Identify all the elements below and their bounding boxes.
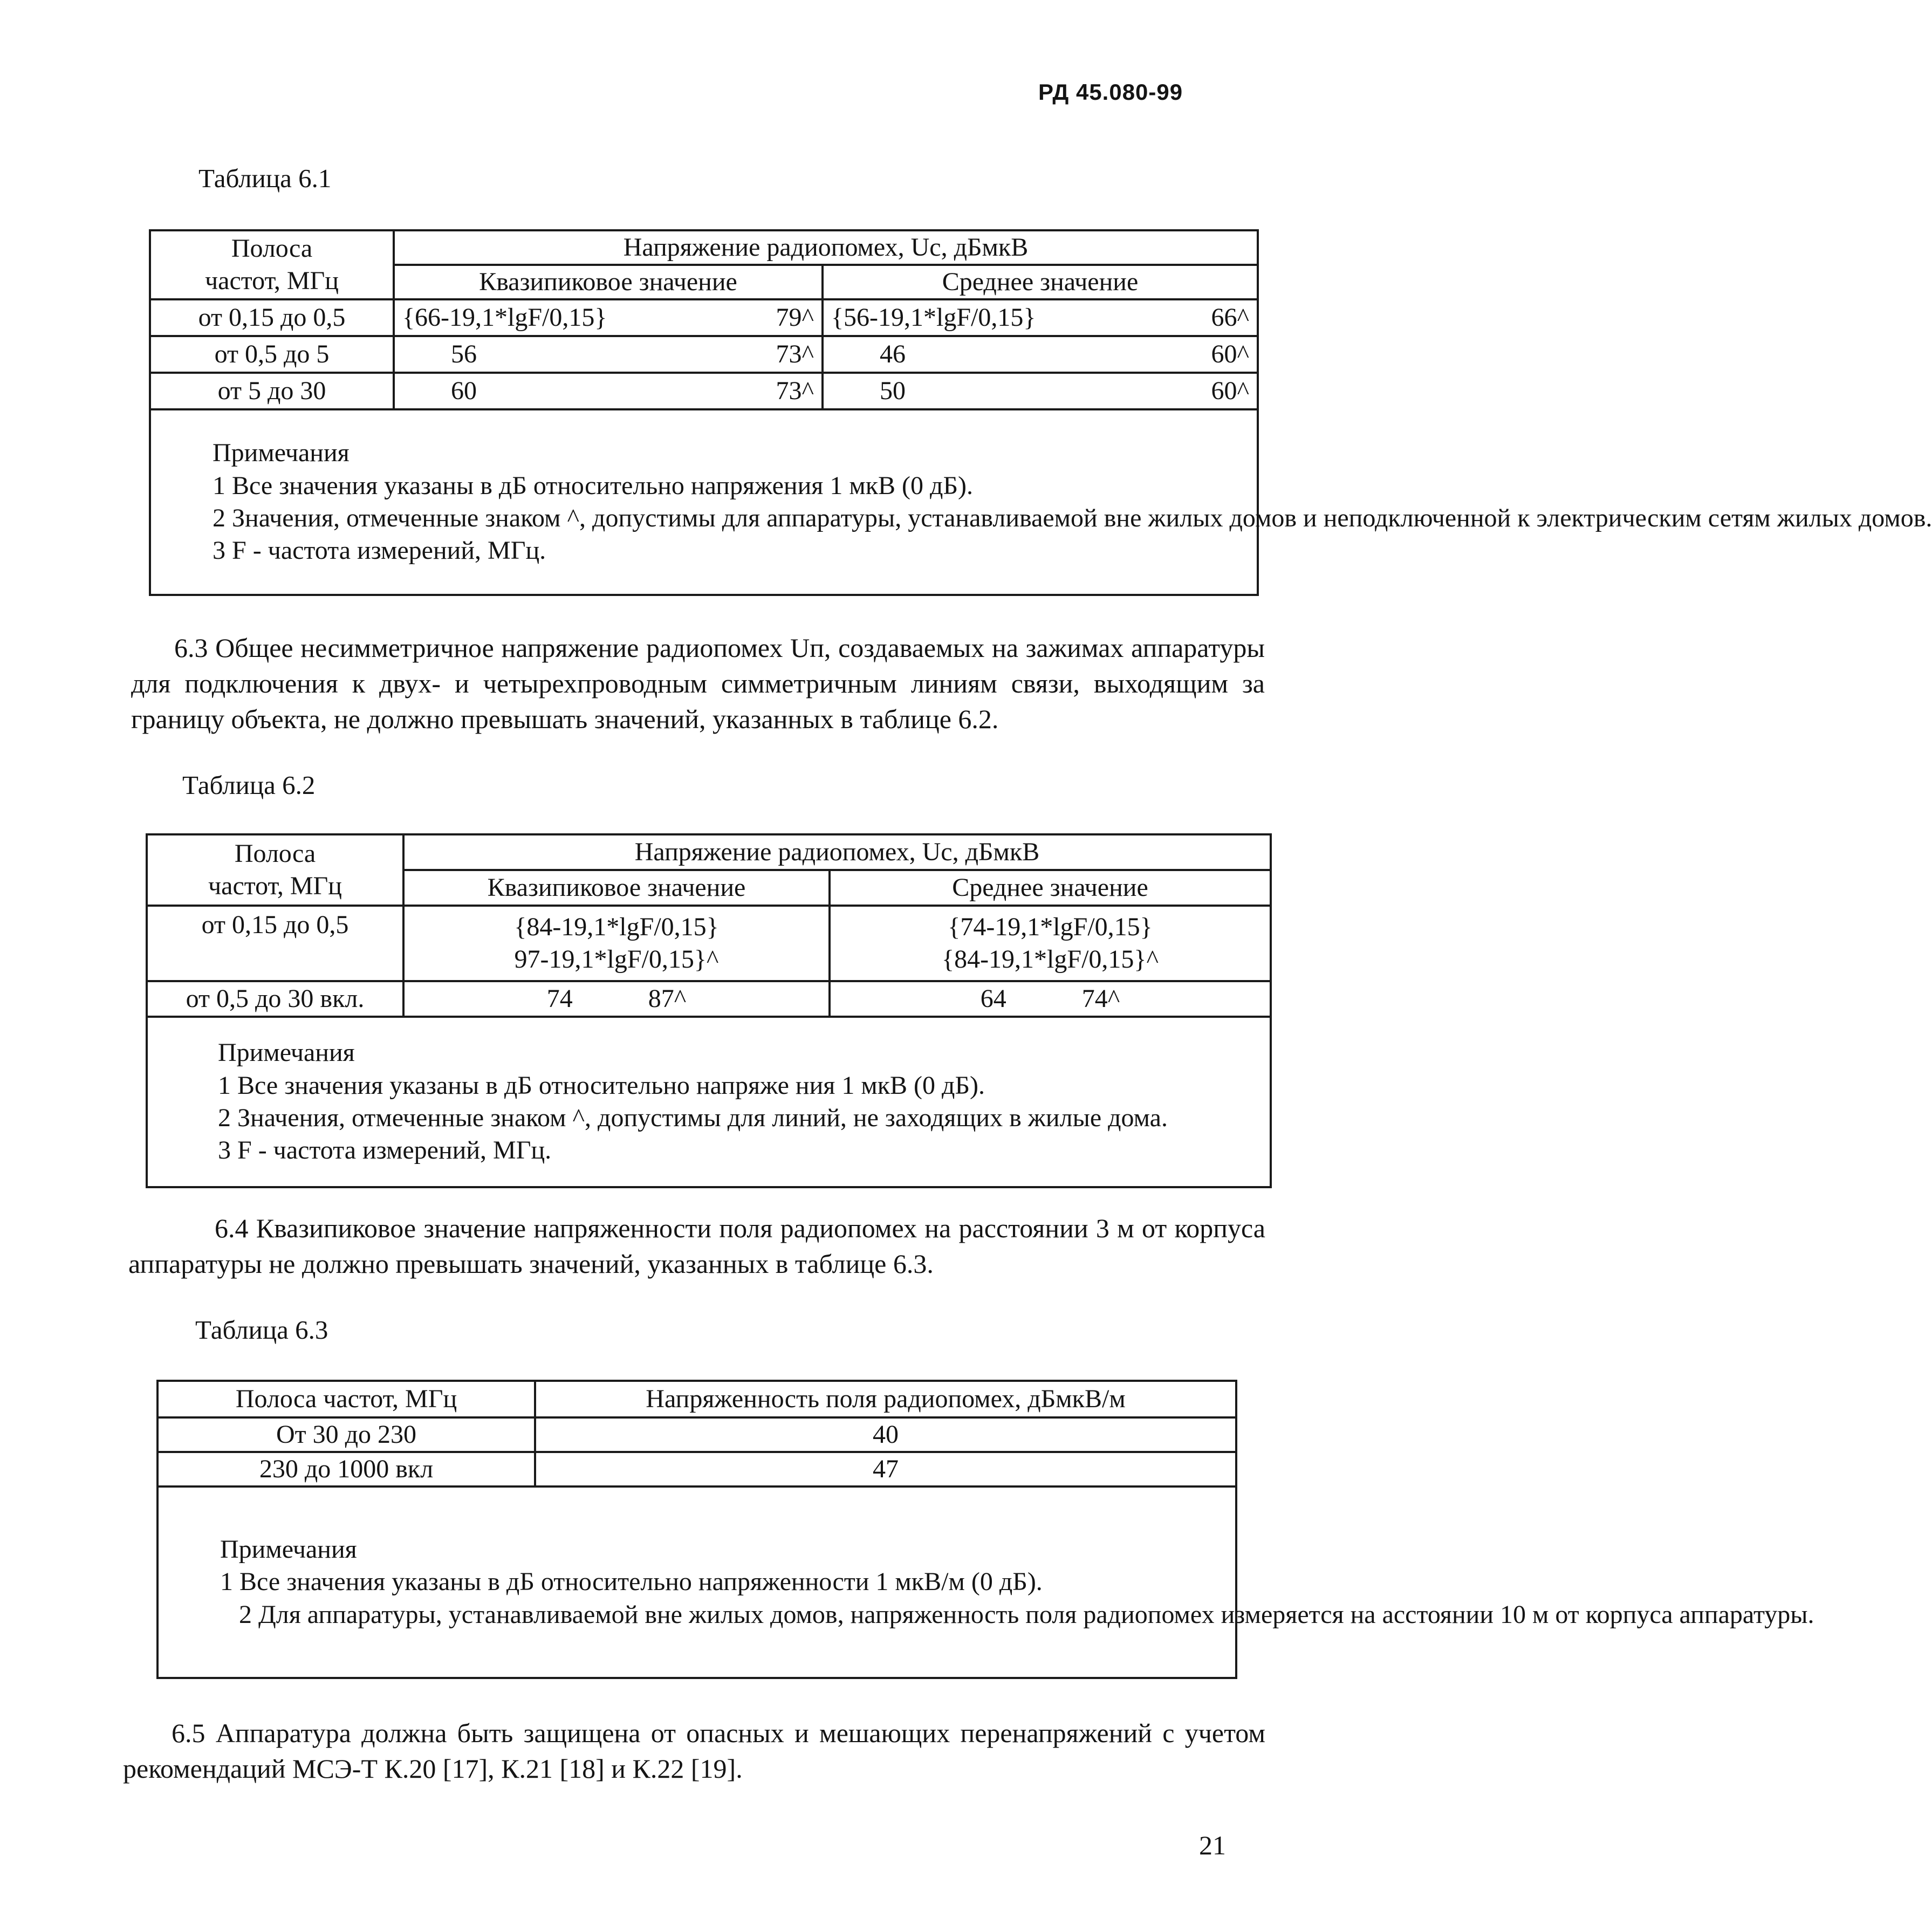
quasi-peak-value: 60 [451,376,477,405]
quasi-peak-value: 74 [546,984,573,1013]
average-alt-value: 66^ [1211,303,1250,332]
table-row [150,299,1258,336]
table-row [147,981,1271,1017]
table-row [150,336,1258,373]
note-3: 3 F - частота измерений, МГц. [213,536,546,565]
band-header [150,230,394,299]
note-3: 3 F - частота измерений, МГц. [218,1136,552,1165]
note-2: 2 Значения, отмеченные знаком ^, допустимы для аппаратуры, устанавливаемой вне жилых домов и неподключенной к электрическим сетям жилых домов. [213,504,1932,532]
quasi-peak-alt-value: 87^ [648,984,687,1013]
table-6-3-caption: Таблица 6.3 [195,1315,328,1345]
table-6-1-caption: Таблица 6.1 [198,163,332,193]
average-value: 64 [980,984,1006,1013]
band-header-line1: Полоса [231,234,313,263]
document-code: РД 45.080-99 [1038,79,1183,105]
table-6-2-notes [147,1017,1271,1187]
quasi-peak-cell [394,373,823,409]
average-header: Среднее значение [830,870,1271,906]
notes-title: Примечания [218,1038,355,1067]
average-value: 46 [880,340,906,368]
paragraph-6-4: 6.4 Квазипиковое значение напряженности поля радиопомех на расстоянии 3 м от корпуса аппаратуры не должно превышать значений, указанных в таблице 6.3. [128,1213,1265,1279]
table-row [157,1417,1236,1452]
quasi-peak-header: Квазипиковое значение [403,870,830,906]
field-strength-header: Напряженность поля радиопомех, дБмкВ/м [535,1381,1236,1417]
quasi-peak-alt-value: 73^ [776,376,814,405]
quasi-peak-cell [394,299,823,336]
quasi-peak-value: {84-19,1*lgF/0,15} [514,913,719,941]
average-alt-value: 74^ [1081,984,1120,1013]
table-6-1 [149,229,1932,596]
quasi-peak-value: {66-19,1*lgF/0,15} [402,303,607,332]
band-cell: от 5 до 30 [150,373,394,409]
note-2: 2 Для аппаратуры, устанавливаемой вне жилых домов, напряженность поля радиопомех измеряется на асстоянии 10 м от корпуса аппаратуры. [239,1600,1814,1629]
average-alt-value: {84-19,1*lgF/0,15}^ [942,945,1159,974]
table-row [147,906,1271,981]
table-row [150,373,1258,409]
table-6-2-caption: Таблица 6.2 [182,770,316,800]
average-cell [823,299,1258,336]
voltage-header: Напряжение радиопомех, Uc, дБмкВ [394,230,1258,265]
average-cell [830,981,1271,1017]
average-cell [830,906,1271,981]
band-header-line2: частот, МГц [205,266,339,295]
average-header: Среднее значение [823,265,1258,299]
average-cell [823,373,1258,409]
band-header-line1: Полоса [234,839,316,868]
note-1: 1 Все значения указаны в дБ относительно напряжения 1 мкВ (0 дБ). [213,471,973,500]
band-header: Полоса частот, МГц [157,1381,535,1417]
band-cell: от 0,15 до 0,5 [150,299,394,336]
notes-title: Примечания [213,439,350,468]
field-strength-cell: 47 [535,1452,1236,1486]
table-6-2 [146,833,1272,1188]
band-cell: от 0,5 до 5 [150,336,394,373]
band-cell: от 0,15 до 0,5 [147,906,403,981]
note-1: 1 Все значения указаны в дБ относительно напряже ния 1 мкВ (0 дБ). [218,1071,985,1100]
average-value: {74-19,1*lgF/0,15} [948,913,1153,941]
paragraph-6-3: 6.3 Общее несимметричное напряжение радиопомех Uп, создаваемых на зажимах аппаратуры для подключения к двух- и четырехпроводным симметричным линиям связи, выходящим за границу объекта, не должно превышать значений, указанных в таблице 6.2. [131,633,1265,734]
quasi-peak-alt-value: 79^ [776,303,814,332]
band-cell: 230 до 1000 вкл [157,1452,535,1486]
quasi-peak-value: 56 [451,340,477,368]
quasi-peak-alt-value: 73^ [776,340,814,368]
note-1: 1 Все значения указаны в дБ относительно напряженности 1 мкВ/м (0 дБ). [220,1567,1043,1597]
band-header-line2: частот, МГц [208,872,342,900]
page-number: 21 [1199,1830,1226,1860]
quasi-peak-cell [394,336,823,373]
field-strength-cell: 40 [535,1417,1236,1452]
average-alt-value: 60^ [1211,376,1250,405]
band-cell: От 30 до 230 [157,1417,535,1452]
band-header [147,834,403,906]
quasi-peak-cell [403,981,830,1017]
quasi-peak-cell [403,906,830,981]
average-value: 50 [880,376,906,405]
note-2: 2 Значения, отмеченные знаком ^, допустимы для линий, не заходящих в жилые дома. [218,1104,1168,1132]
quasi-peak-header: Квазипиковое значение [394,265,823,299]
table-6-3 [156,1380,1814,1679]
notes-title: Примечания [220,1534,357,1564]
table-6-3-notes [157,1486,1814,1678]
table-6-1-notes [150,409,1932,595]
table-row [157,1452,1236,1486]
average-value: {56-19,1*lgF/0,15} [831,303,1036,332]
average-alt-value: 60^ [1211,340,1250,368]
band-cell: от 0,5 до 30 вкл. [147,981,403,1017]
average-cell [823,336,1258,373]
paragraph-6-5: 6.5 Аппаратура должна быть защищена от опасных и мешающих перенапряжений с учетом рекомендаций МСЭ-Т К.20 [17], К.21 [18] и К.22 [19]. [123,1718,1265,1784]
voltage-header: Напряжение радиопомех, Uc, дБмкВ [403,834,1271,870]
quasi-peak-alt-value: 97-19,1*lgF/0,15}^ [514,945,719,974]
